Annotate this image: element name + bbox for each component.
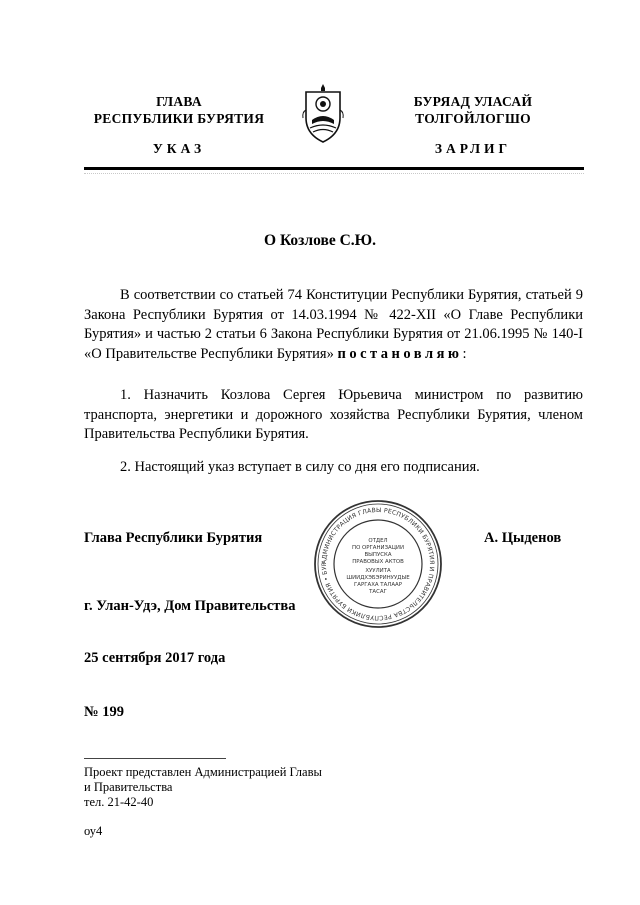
doc-type-bur: ЗАРЛИГ — [434, 141, 512, 156]
footer-line-2: и Правительства — [84, 780, 173, 794]
header-left-block — [84, 93, 274, 127]
footer-note — [84, 765, 322, 810]
footer-divider — [84, 758, 226, 759]
header-right-block — [378, 93, 568, 127]
preamble-colon: : — [462, 345, 467, 362]
footer-code: оу4 — [84, 824, 103, 838]
signatory-name: А. Цыденов — [484, 530, 562, 546]
signing-place: г. Улан-Удэ, Дом Правительства — [84, 598, 296, 614]
clause-1 — [84, 386, 583, 445]
header-dotted-divider — [84, 173, 584, 174]
coat-of-arms-emblem — [300, 82, 346, 146]
header-left-line1: ГЛАВА — [156, 94, 202, 109]
clause-2 — [84, 458, 583, 478]
decree-date: 25 сентября 2017 года — [84, 650, 226, 666]
stamp-line: ХУУЛИТА — [365, 568, 391, 574]
stamp-line: ТАСАГ — [369, 589, 387, 595]
header-divider — [84, 167, 584, 170]
doc-type-ru: УКАЗ — [152, 141, 206, 156]
stamp-seal-icon — [312, 498, 444, 630]
clause-2-text: 2. Настоящий указ вступает в силу со дня его подписания. — [120, 459, 480, 475]
decree-word: постановляю — [337, 345, 463, 362]
stamp-line: ШИИДХЭБЭРИНУУДЫЕ — [346, 575, 410, 581]
header-right-line1: БУРЯАД УЛАСАЙ — [413, 94, 533, 109]
decree-title: О Козлове С.Ю. — [264, 232, 376, 249]
header-left-line2: РЕСПУБЛИКИ БУРЯТИЯ — [93, 111, 265, 126]
signatory-position: Глава Республики Бурятия — [84, 530, 263, 546]
stamp-line: ГАРГАХА ТАЛААР — [354, 582, 402, 588]
preamble-text: В соответствии со статьей 74 Конституции Республики Бурятия, статьей 9 Закона Республики Бурятия от 14.03.1994 № 422-XII «О Главе Республики Бурятия» и частью 2 статьи 6 Закона Республики Бурятия от 21.06.1995 № 140-I «О Правительстве Республики Бурятия» — [84, 287, 583, 362]
decree-number: № 199 — [84, 704, 124, 720]
preamble-paragraph — [84, 286, 583, 364]
clause-1-text: 1. Назначить Козлова Сергея Юрьевича министром по развитию транспорта, энергетики и дорожного хозяйства Республики Бурятия, членом Правительства Республики Бурятия. — [84, 387, 583, 442]
header-right-line2: ТОЛГОЙЛОГШО — [415, 111, 531, 126]
stamp-line: ПО ОРГАНИЗАЦИИ — [352, 545, 404, 551]
stamp-line: ВЫПУСКА — [364, 552, 392, 558]
official-stamp — [312, 498, 444, 630]
stamp-ring-text: АДМИНИСТРАЦИЯ ГЛАВЫ РЕСПУБЛИКИ БУРЯТИЯ И ПРАВИТЕЛЬСТВА РЕСПУБЛИКИ БУРЯТИЯ • БУР — [320, 506, 436, 622]
stamp-line: ПРАВОВЫХ АКТОВ — [352, 559, 404, 565]
footer-line-3: тел. 21-42-40 — [84, 795, 154, 809]
footer-line-1: Проект представлен Администрацией Главы — [84, 765, 322, 779]
coat-of-arms-icon — [300, 82, 346, 146]
stamp-line: ОТДЕЛ — [368, 538, 388, 544]
